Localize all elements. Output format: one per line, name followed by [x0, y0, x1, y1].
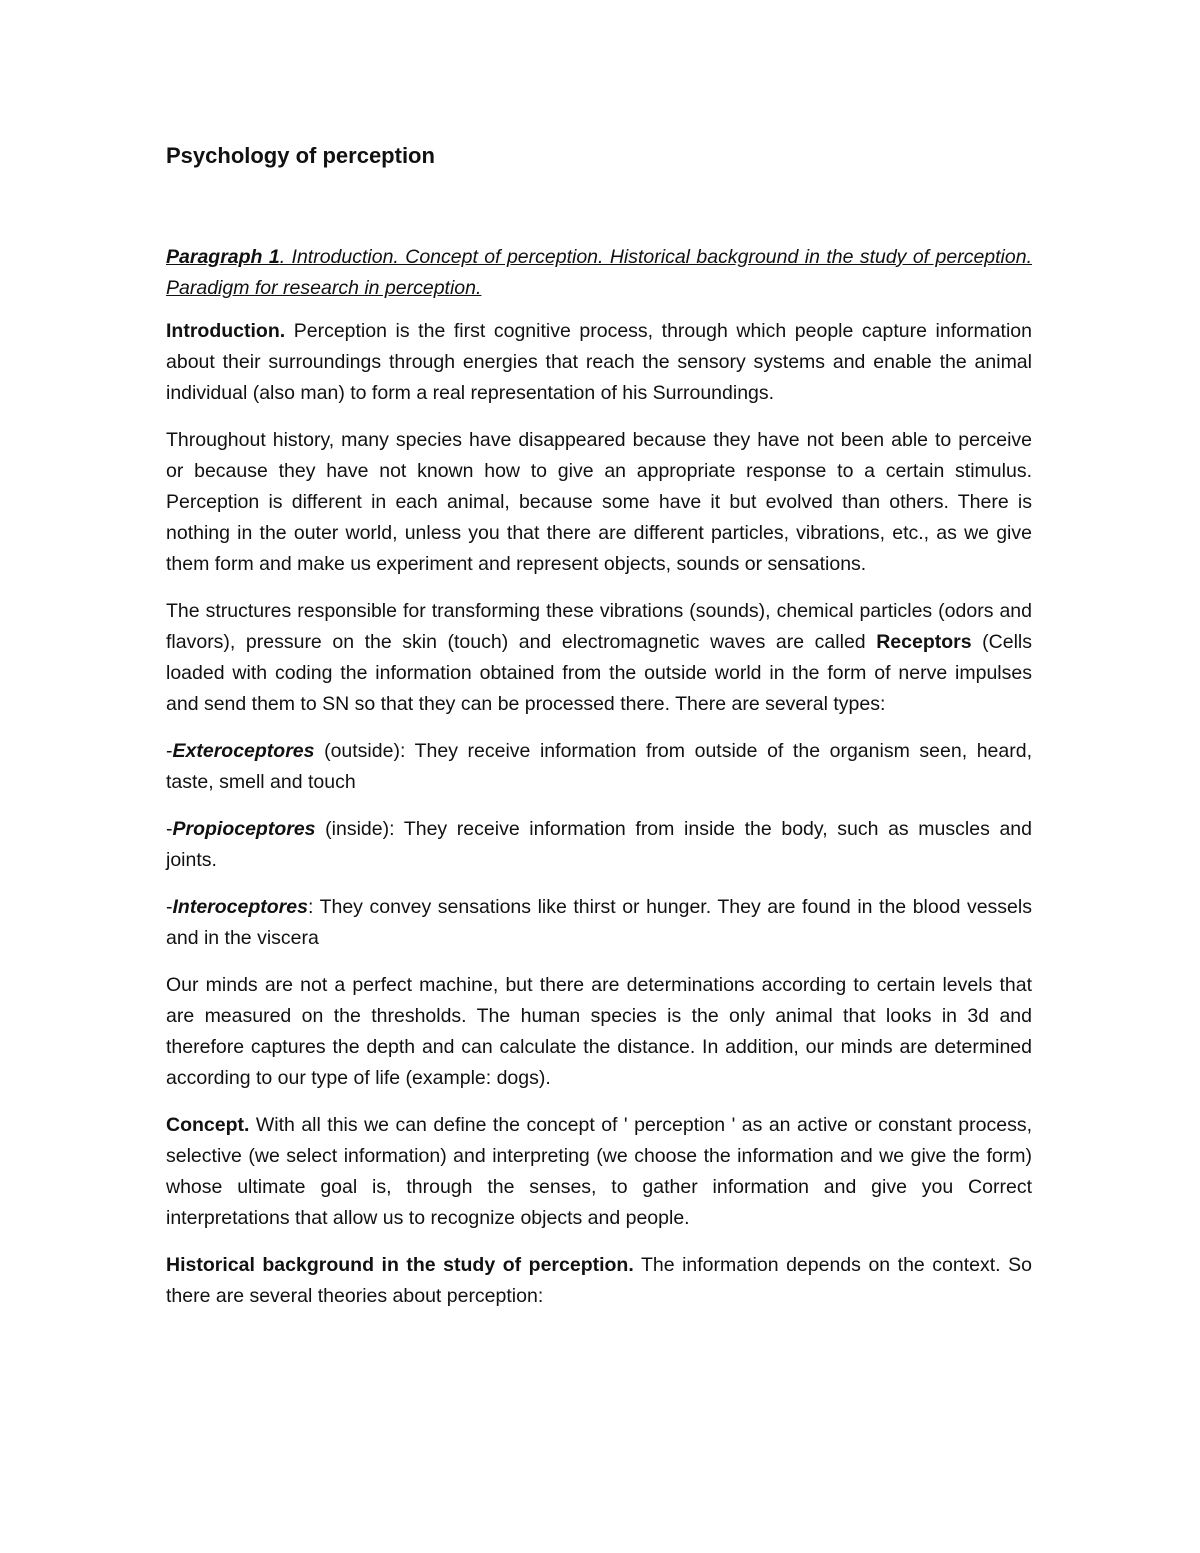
receptor-text: (inside): They receive information from inside the body, such as muscles and joints.	[166, 818, 1032, 871]
structures-text-after: (Cells loaded with coding the information obtained from the outside world in the form of nerve impulses and send them to SN so that they can be processed there. There are several types:	[166, 631, 1032, 715]
paragraph-concept	[166, 1110, 1032, 1234]
receptors-term: Receptors	[876, 631, 972, 653]
structures-text-before: The structures responsible for transforming these vibrations (sounds), chemical particles (odors and flavors), pressure on the skin (touch) and electromagnetic waves are called	[166, 600, 1032, 653]
document-title: Psychology of perception	[166, 143, 435, 168]
receptor-item	[166, 892, 1032, 954]
historical-background-text: The information depends on the context. So there are several theories about perception:	[166, 1254, 1032, 1307]
introduction-text: Perception is the first cognitive process, through which people capture information about their surroundings through energies that reach the sensory systems and enable the animal individual (also man) to form a real representation of his Surroundings.	[166, 320, 1032, 404]
receptor-prefix: -	[166, 818, 173, 840]
document-page	[166, 138, 1032, 1328]
introduction-lead: Introduction.	[166, 320, 286, 342]
paragraph-history: Throughout history, many species have disappeared because they have not been able to perceive or because they have not known how to give an appropriate response to a certain stimulus. Perception is different in each animal, because some have it but evolved than others. There is nothing in the outer world, unless you that there are different particles, vibrations, etc., as we give them form and make us experiment and represent objects, sounds or sensations.	[166, 429, 1032, 575]
concept-lead: Concept.	[166, 1114, 250, 1136]
receptor-text: (outside): They receive information from outside of the organism seen, heard, taste, smell and touch	[166, 740, 1032, 793]
receptor-term: Exteroceptores	[172, 740, 315, 762]
receptor-prefix: -	[166, 740, 173, 762]
paragraph-minds: Our minds are not a perfect machine, but there are determinations according to certain levels that are measured on the thresholds. The human species is the only animal that looks in 3d and therefore captures the depth and can calculate the distance. In addition, our minds are determined according to our type of life (example: dogs).	[166, 974, 1032, 1089]
receptor-item	[166, 736, 1032, 798]
receptor-term: Interoceptores	[172, 896, 308, 918]
section-heading-text: . Introduction. Concept of perception. Historical background in the study of perception. Paradigm for research in perception.	[166, 246, 1032, 299]
concept-text: With all this we can define the concept of ' perception ' as an active or constant process, selective (we select information) and interpreting (we choose the information and we give the form) whose ultimate goal is, through the senses, to gather information and give you Correct interpretations that allow us to recognize objects and people.	[166, 1114, 1032, 1229]
receptor-item	[166, 814, 1032, 876]
section-heading	[166, 242, 1032, 304]
paragraph-historical-background	[166, 1250, 1032, 1312]
historical-background-lead: Historical background in the study of perception.	[166, 1254, 634, 1276]
paragraph-introduction	[166, 316, 1032, 409]
receptor-term: Propioceptores	[172, 818, 316, 840]
paragraph-structures	[166, 596, 1032, 720]
section-heading-lead: Paragraph 1	[166, 246, 280, 268]
receptor-text: : They convey sensations like thirst or hunger. They are found in the blood vessels and in the viscera	[166, 896, 1032, 949]
receptor-prefix: -	[166, 896, 173, 918]
